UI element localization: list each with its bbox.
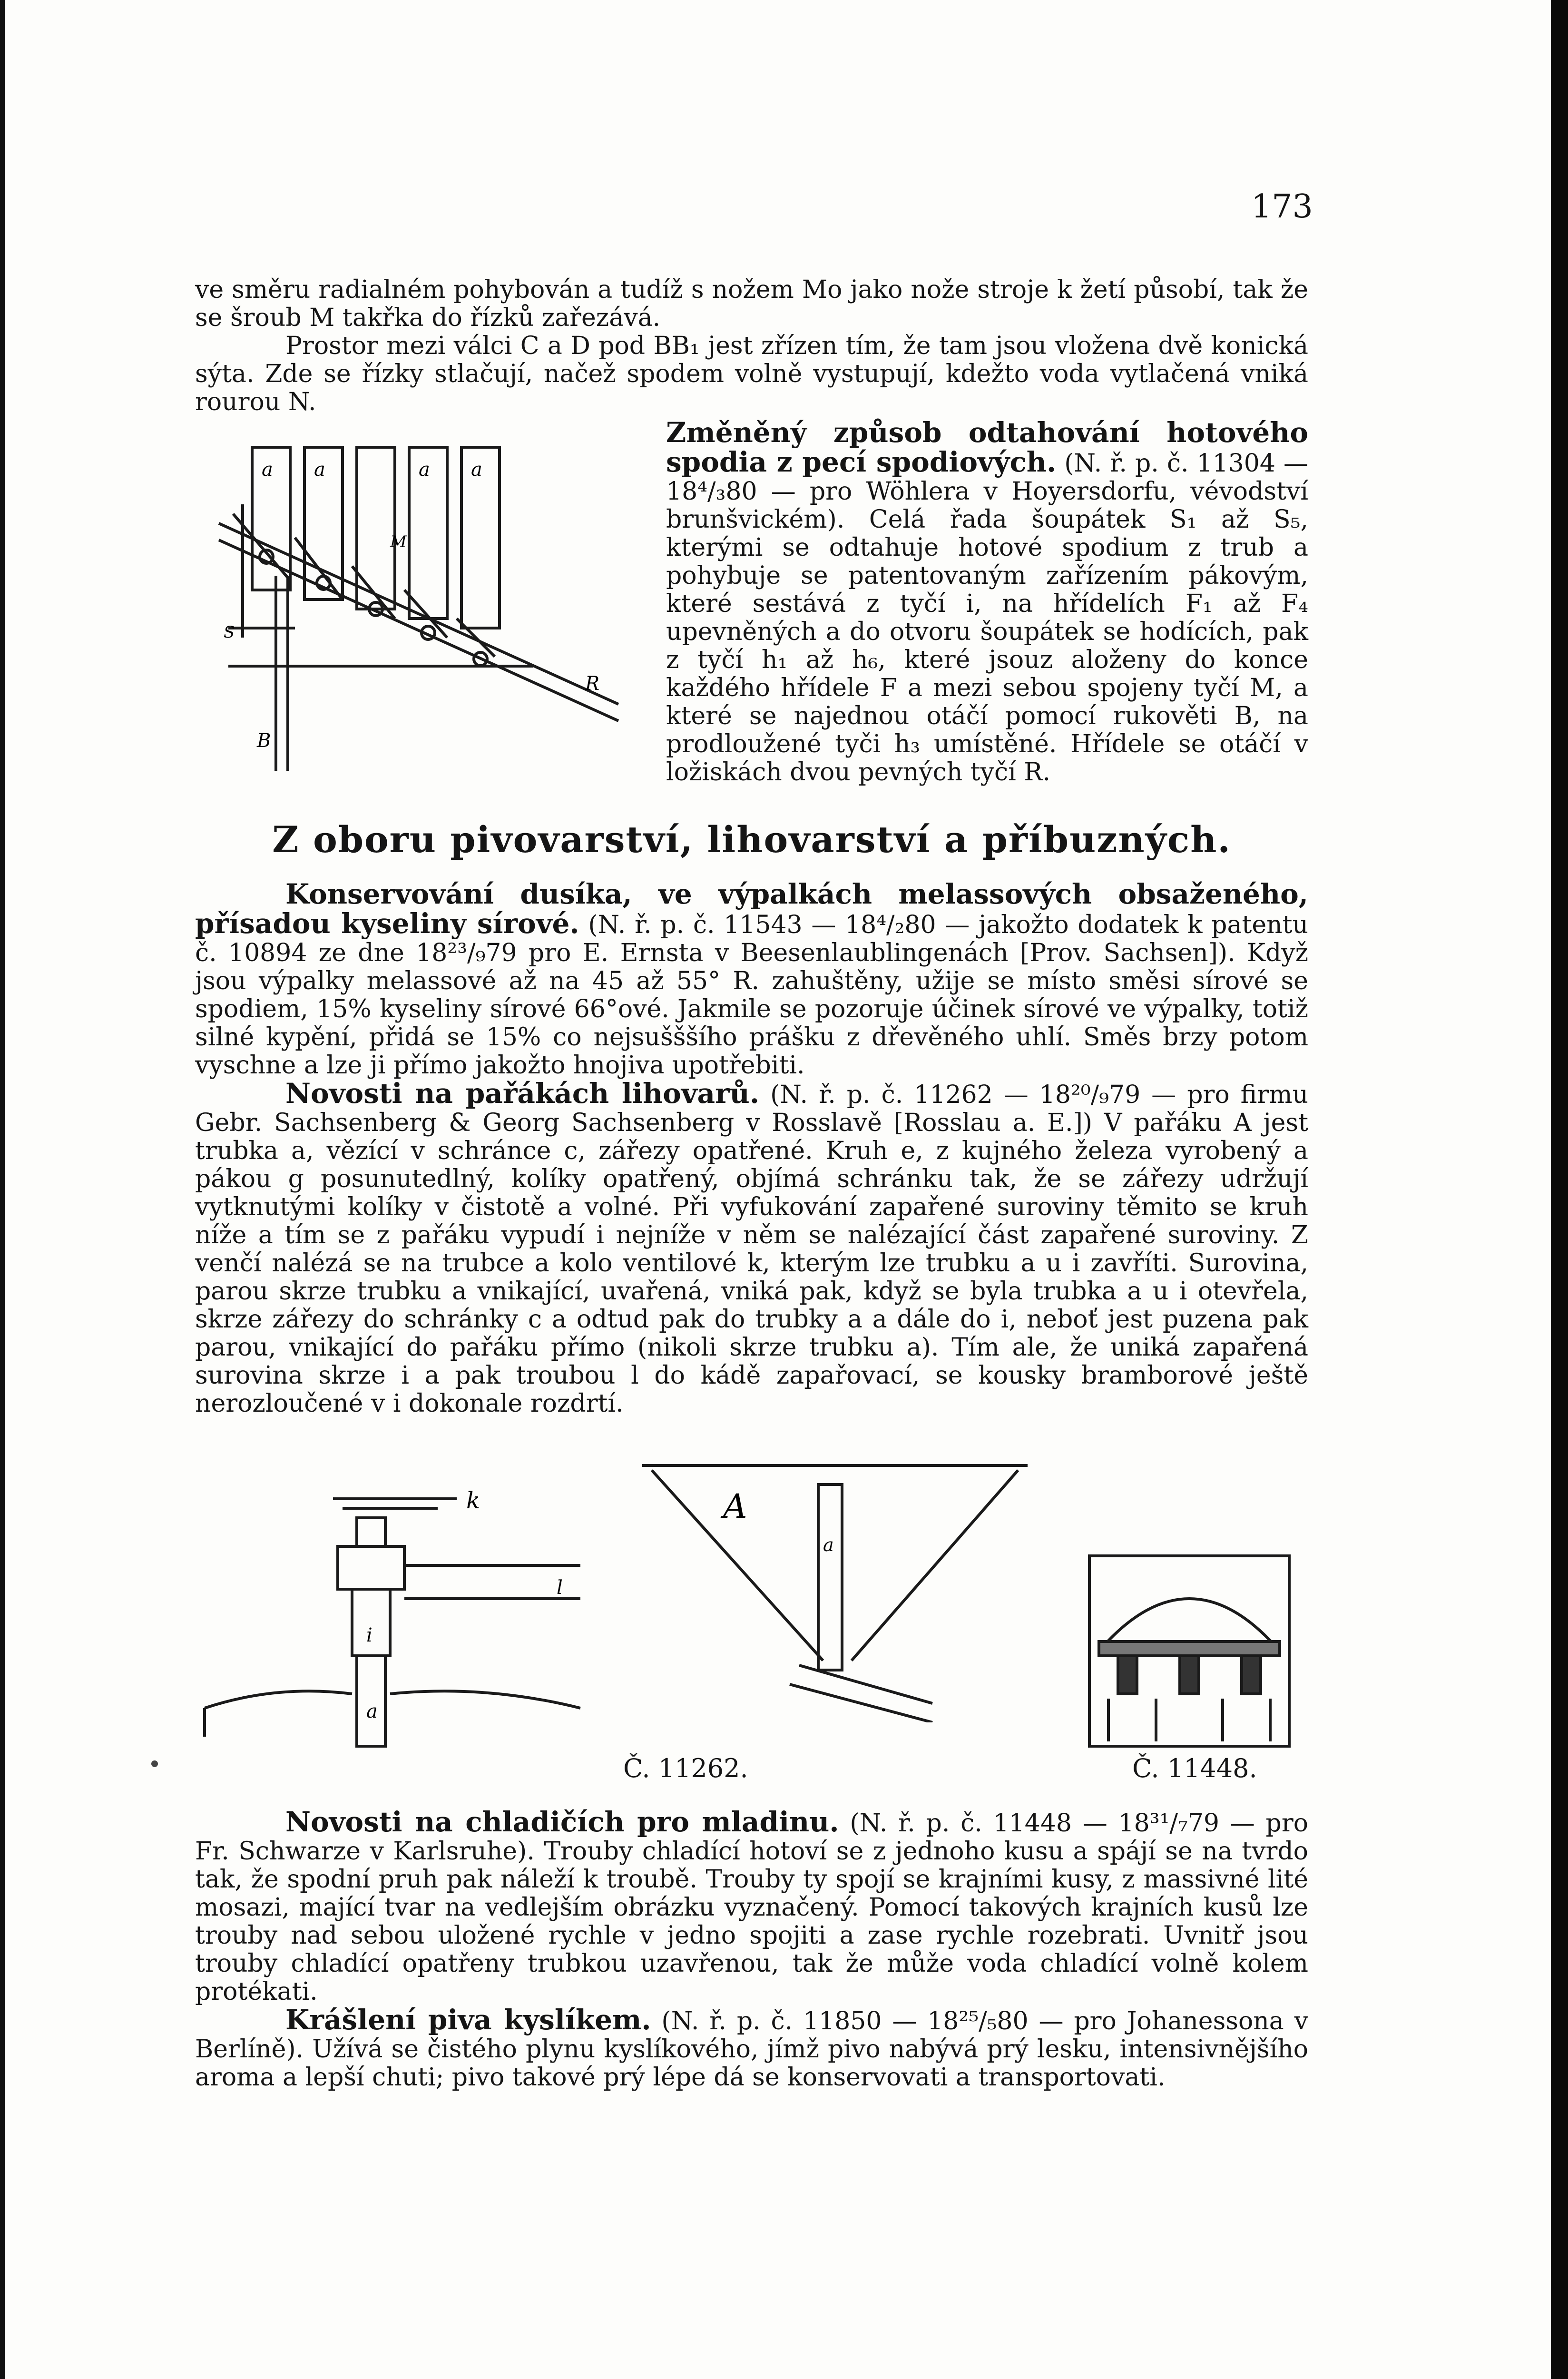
chladicich-body: (N. ř. p. č. 11448 — 18³¹/₇79 — pro Fr. Schwarze v Karlsruhe). Trouby chladící hotoví se z jednoho kusu a spájí se na tvrdo tak, že spodní pruh pak náleží k troubě. Trouby ty spojí se krajními kusy, z massivné lité mosazi, mající tvar na vedlejším obrázku vyznačený. Pomocí takových krajních kusů lze trouby nad sebou uložené rychle v jedno spojiti a zase rychle rozebrati. Uvnitř jsou trouby chladící opatřeny trubkou uzavřenou, tak že může voda chladící volně kolem protékati.	[195, 1809, 1308, 2006]
scan-border-right	[1551, 0, 1568, 2379]
steamer-label-l: l	[557, 1577, 563, 1599]
scan-border-left	[0, 0, 5, 2379]
cooler-endpiece-figure	[1080, 1546, 1308, 1756]
steamer-label-a: a	[366, 1701, 378, 1722]
spodium-mechanism-drawing	[200, 438, 637, 790]
steamer-label-i: i	[366, 1624, 372, 1646]
intro-paragraph-2: Prostor mezi válci C a D pod BB₁ jest zřízen tím, že tam jsou vložena dvě konická sýta. Zde se řízky stlačují, načež spodem volně vystupují, kdežto voda vytlačená vniká rourou N.	[195, 332, 1308, 416]
spodium-label-a4: a	[471, 459, 482, 481]
caption-11262: Č. 11262.	[623, 1753, 748, 1783]
spodium-label-a2: a	[314, 459, 325, 481]
steamer-valve-figure	[190, 1489, 599, 1756]
chladicich-heading: Novosti na chladičích pro mladinu.	[285, 1806, 839, 1838]
spodium-paragraph	[666, 416, 1308, 786]
kraslení-heading: Krášlení piva kyslíkem.	[285, 2004, 651, 2036]
caption-11448: Č. 11448.	[1132, 1753, 1257, 1783]
brewing-text	[195, 880, 1308, 1418]
konservovani-body: (N. ř. p. č. 11543 — 18⁴/₂80 — jakožto dodatek k patentu č. 10894 ze dne 18²³/₉79 pro E. Ernsta v Beesenlaublingenách [Prov. Sachsen]). Když jsou výpalky melassové až na 45 až 55° R. zahuštěny, užije se místo směsi sírové se spodiem, 15% kyseliny sírové 66°ové. Jakmile se pozoruje účinek sírové ve výpalky, totiž silné kypění, přidá se 15% co nejsušššího prášku z dřevěného uhlí. Směs brzy potom vyschne a lze ji přímo jakožto hnojiva upotřebiti.	[195, 911, 1309, 1080]
spodium-label-a3: a	[419, 459, 430, 481]
intro-text	[195, 276, 1308, 416]
page-number: 173	[1251, 188, 1313, 226]
spodium-label-B: B	[257, 730, 271, 752]
spodium-label-a1: a	[262, 459, 273, 481]
cooler-endpiece-drawing	[1080, 1546, 1308, 1756]
spodium-label-M: M	[390, 532, 407, 551]
spodium-body: (N. ř. p. č. 11304 — 18⁴/₃80 — pro Wöhlera v Hoyersdorfu, vévodství brunšvickém). Celá řada šoupátek S₁ až S₅, kterými se odtahuje hotové spodium z trub a pohybuje se patentovaným zařízením pákovým, které sestává z tyčí i, na hřídelích F₁ až F₄ upevněných a do otvoru šoupátek se hodících, pak z tyčí h₁ až h₆, které jsouz aloženy do konce každého hřídele F a mezi sebou spojeny tyčí M, a které se najednou otáčí pomocí rukověti B, na prodloužené tyči h₃ umístěné. Hřídele se otáčí v ložiskách dvou pevných tyčí R.	[666, 449, 1308, 786]
kraslení-paragraph	[195, 2006, 1308, 2092]
page-dot-left	[151, 1760, 158, 1767]
konservovani-heading: Konservování dusíka, ve výpalkách melassových obsaženého, přísadou kyseliny sírové.	[195, 878, 1308, 940]
spodium-mechanism-figure	[200, 438, 637, 790]
konservovani-paragraph	[195, 880, 1308, 1080]
spodium-heading: Změněný způsob odtahování hotového spodia z pecí spodiových.	[666, 416, 1308, 478]
parakach-body: (N. ř. p. č. 11262 — 18²⁰/₉79 — pro firmu Gebr. Sachsenberg & Georg Sachsenberg v Rosslavě [Rosslau a. E.]) V pařáku A jest trubka a, vězící v schránce c, zářezy opatřené. Kruh e, z kujného železa vyrobený a pákou g posunutedlný, kolíky opatřený, objímá schránku tak, že se zářezy udržují vytknutými kolíky v čistotě a volné. Při vyfukování zapařené suroviny těmito se kruh níže a tím se z pařáku vypudí i nejníže v něm se nalézající část zapařené suroviny. Z venčí nalézá se na trubce a kolo ventilové k, kterým lze trubku a u i zavříti. Surovina, parou skrze trubku a vnikající, uvařená, vniká pak, když se byla trubka a u i otevřela, skrze zářezy do schránky c a odtud pak do trubky a a dále do i, neboť jest puzena pak parou, vnikající do pařáku přímo (nikoli skrze trubku a). Tím ale, že uniká zapařená surovina skrze i a pak troubou l do kádě zapařovací, se kousky bramborové ještě nerozloučené v i dokonale rozdrtí.	[195, 1081, 1309, 1418]
funnel-label-A: A	[723, 1487, 747, 1526]
steamer-label-k: k	[466, 1489, 480, 1514]
steamer-valve-drawing	[190, 1489, 599, 1756]
parakach-paragraph	[195, 1077, 1309, 1418]
funnel-figure	[637, 1456, 1037, 1722]
kraslení-body: (N. ř. p. č. 11850 — 18²⁵/₅80 — pro Johanessona v Berlíně). Užívá se čistého plynu kyslíkového, jímž pivo nabývá prý lesku, intensivnějšího aroma a lepší chuti; pivo takové prý lépe dá se konservovati a transportovati.	[195, 2007, 1308, 2092]
spodium-label-S: S	[224, 623, 235, 642]
chladicich-paragraph	[195, 1808, 1308, 2006]
funnel-drawing	[637, 1456, 1037, 1722]
spodium-label-R: R	[585, 673, 600, 695]
parakach-heading: Novosti na pařákách lihovarů.	[285, 1077, 760, 1110]
cooler-text	[195, 1808, 1308, 2092]
funnel-label-a: a	[823, 1534, 834, 1555]
intro-paragraph-1: ve směru radialném pohybován a tudíž s nožem Mo jako nože stroje k žetí působí, tak že se šroub M takřka do řízků zařezává.	[195, 275, 1308, 332]
section-heading: Z oboru pivovarství, lihovarství a příbuzných.	[272, 818, 1231, 861]
